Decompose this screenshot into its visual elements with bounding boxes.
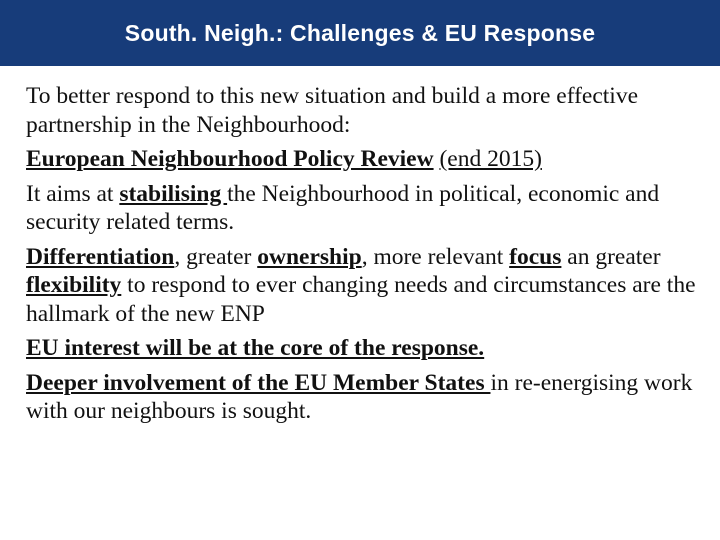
hallmark-text-1: , greater [174, 243, 258, 270]
hallmark-paragraph [26, 243, 706, 329]
policy-review-title: European Neighbourhood Policy Review [26, 146, 434, 172]
slide-title: South. Neigh.: Challenges & EU Response [124, 19, 596, 46]
keyword-ownership: ownership [257, 243, 362, 270]
member-states-keyword: Deeper involvement of the EU Member States [26, 369, 491, 396]
aims-keyword: stabilising [119, 180, 228, 207]
eu-interest-paragraph: EU interest will be at the core of the response. [26, 335, 485, 361]
intro-paragraph: To better respond to this new situation and build a more effective partnership in the Neighbourhood: [26, 83, 639, 138]
hallmark-text-4: to respond to ever changing needs and circumstances are the hallmark of the new ENP [26, 272, 696, 327]
keyword-focus: focus [509, 243, 562, 270]
member-states-post: in re-energising work with our neighbours is sought. [26, 369, 693, 424]
aims-pre: It aims at [26, 180, 120, 207]
aims-post: the Neighbourhood in political, economic and security related terms. [26, 180, 660, 235]
keyword-differentiation: Differentiation [26, 243, 175, 270]
member-states-paragraph [26, 369, 706, 426]
aims-paragraph [26, 180, 706, 237]
policy-review-date: (end 2015) [439, 146, 542, 172]
keyword-flexibility: flexibility [26, 272, 122, 298]
title-bar [0, 0, 720, 66]
policy-review-paragraph [26, 145, 706, 174]
hallmark-text-3: an greater [561, 243, 661, 270]
slide-body [26, 82, 706, 432]
hallmark-text-2: , more relevant [361, 243, 510, 270]
